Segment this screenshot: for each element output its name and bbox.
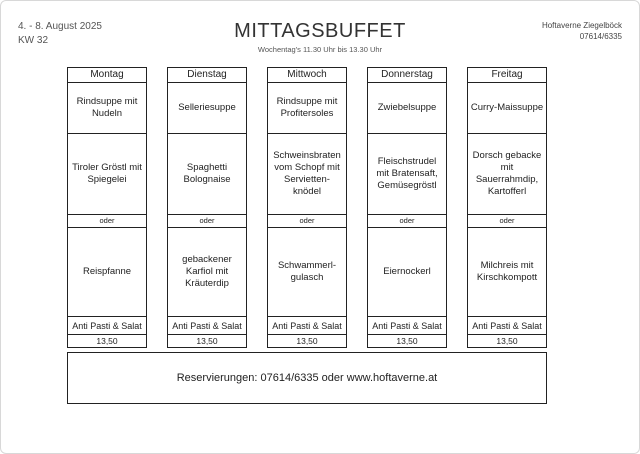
date-range: 4. - 8. August 2025 xyxy=(18,21,102,32)
main-dish-2: gebackener Karfiol mit Kräuterdip xyxy=(168,228,246,317)
page-title: MITTAGSBUFFET xyxy=(234,20,406,42)
soup: Rindsuppe mit Profitersoles xyxy=(268,83,346,134)
main-dish-1: Spaghetti Bolognaise xyxy=(168,134,246,215)
day-name: Dienstag xyxy=(168,68,246,83)
day-column-wednesday xyxy=(267,67,347,348)
main-dish-1: Schweinsbraten vom Schopf mit Servietten- knödel xyxy=(268,134,346,215)
day-column-thursday xyxy=(367,67,447,348)
side-dish: Anti Pasti & Salat xyxy=(168,317,246,335)
opening-hours: Wochentag's 11.30 Uhr bis 13.30 Uhr xyxy=(257,45,383,54)
side-dish: Anti Pasti & Salat xyxy=(368,317,446,335)
price: 13,50 xyxy=(296,336,318,346)
price: 13,50 xyxy=(196,336,218,346)
restaurant-name: Hoftaverne Ziegelböck xyxy=(541,21,622,30)
main-dish-1: Tiroler Gröstl mit Spiegelei xyxy=(68,134,146,215)
or-separator: oder xyxy=(268,215,346,228)
calendar-week: KW 32 xyxy=(18,35,49,46)
side-dish: Anti Pasti & Salat xyxy=(268,317,346,335)
day-column-tuesday xyxy=(167,67,247,348)
or-separator: oder xyxy=(168,215,246,228)
or-separator: oder xyxy=(468,215,546,228)
price: 13,50 xyxy=(496,336,518,346)
main-dish-2: Eiernockerl xyxy=(368,228,446,317)
restaurant-phone: 07614/6335 xyxy=(579,32,622,41)
side-dish: Anti Pasti & Salat xyxy=(468,317,546,335)
day-name: Freitag xyxy=(468,68,546,83)
or-separator: oder xyxy=(68,215,146,228)
day-name: Mittwoch xyxy=(268,68,346,83)
restaurant-info xyxy=(542,20,622,42)
side-dish: Anti Pasti & Salat xyxy=(68,317,146,335)
reservation-info: Reservierungen: 07614/6335 oder www.hoftaverne.at xyxy=(176,372,438,384)
day-column-friday xyxy=(467,67,547,348)
soup: Selleriesuppe xyxy=(168,83,246,134)
or-separator: oder xyxy=(368,215,446,228)
main-dish-2: Schwammerl- gulasch xyxy=(268,228,346,317)
day-column-monday xyxy=(67,67,147,348)
soup: Zwiebelsuppe xyxy=(368,83,446,134)
main-dish-1: Dorsch gebacke mit Sauerrahmdip, Kartofferl xyxy=(468,134,546,215)
day-name: Donnerstag xyxy=(368,68,446,83)
main-dish-2: Reispfanne xyxy=(68,228,146,317)
reservation-box xyxy=(67,352,547,404)
price: 13,50 xyxy=(96,336,118,346)
main-dish-2: Milchreis mit Kirschkompott xyxy=(468,228,546,317)
day-name: Montag xyxy=(68,68,146,83)
main-dish-1: Fleischstrudel mit Bratensaft, Gemüsegröstl xyxy=(368,134,446,215)
soup: Curry-Maissuppe xyxy=(468,83,546,134)
soup: Rindsuppe mit Nudeln xyxy=(68,83,146,134)
price: 13,50 xyxy=(396,336,418,346)
